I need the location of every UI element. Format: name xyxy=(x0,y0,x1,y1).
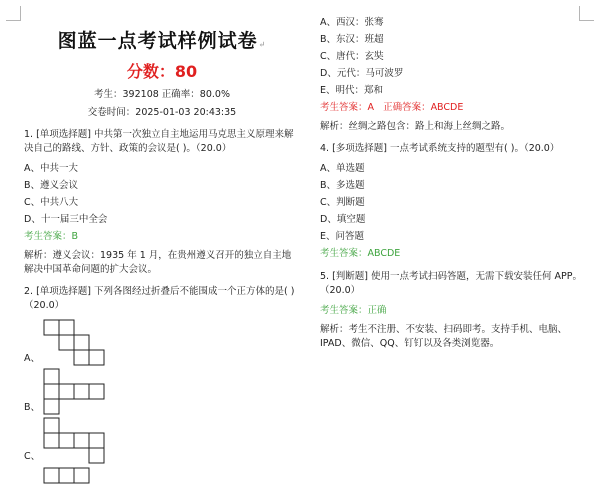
q3-correct-answer: 正确答案：ABCDE xyxy=(383,102,464,113)
q2-option-c-label: C、 xyxy=(24,451,41,462)
q4-option-c: C、判断题 xyxy=(320,197,365,208)
cube-net-d-icon xyxy=(42,464,132,484)
q2-option-b-label: B、 xyxy=(24,402,41,413)
question-1-stem: 1. [单项选择题] 中共第一次独立自主地运用马克思主义原理来解决自己的路线、方针、政策的会议是( )。（20.0） xyxy=(24,129,294,154)
cube-net-b-icon xyxy=(42,367,132,415)
q2-option-c xyxy=(24,415,300,464)
q1-explanation: 解析：遵义会议：1935 年 1 月，在贵州遵义召开的独立自主地解决中国革命问题的扩大会议。 xyxy=(24,250,292,275)
question-4-stem: 4. [多项选择题] 一点考试系统支持的题型有( )。（20.0） xyxy=(320,143,560,154)
q1-option-d: D、十一届三中全会 xyxy=(24,214,108,225)
question-2-stem: 2. [单项选择题] 下列各图经过折叠后不能围成一个正方体的是( ) （20.0） xyxy=(24,286,295,311)
q3-option-e: E、明代：郑和 xyxy=(320,85,384,96)
q3-option-b: B、东汉：班超 xyxy=(320,34,384,45)
q1-option-b: B、遵义会议 xyxy=(24,180,79,191)
q3-answer-line xyxy=(320,99,586,116)
q3-option-c: C、唐代：玄奘 xyxy=(320,51,384,62)
q3-explanation: 解析：丝绸之路包含：路上和海上丝绸之路。 xyxy=(320,121,511,132)
q2-option-d-partial xyxy=(24,464,300,484)
q3-option-a: A、西汉：张骞 xyxy=(320,17,384,28)
exam-meta-time: 交卷时间：2025-01-03 20:43:35 xyxy=(87,107,237,118)
exam-title: 图蓝一点考试样例试卷↵ xyxy=(57,30,267,52)
exam-meta-user: 考生：392108 正确率：80.0% xyxy=(94,89,230,100)
q4-option-d: D、填空题 xyxy=(320,214,366,225)
cube-net-a-icon xyxy=(42,318,132,366)
q3-option-d: D、元代：马可波罗 xyxy=(320,68,404,79)
q1-option-a: A、中共一大 xyxy=(24,163,78,174)
q5-answer: 考生答案：正确 xyxy=(320,305,387,316)
q1-option-c: C、中共八大 xyxy=(24,197,79,208)
question-5-stem: 5. [判断题] 使用一点考试扫码答题，无需下载安装任何 APP。（20.0） xyxy=(320,271,582,296)
q3-answer: 考生答案：A xyxy=(320,102,374,113)
q1-answer: 考生答案：B xyxy=(24,231,79,242)
page-corner-mark xyxy=(6,6,21,21)
q4-option-b: B、多选题 xyxy=(320,180,365,191)
right-column xyxy=(320,14,586,355)
q2-option-b xyxy=(24,366,300,415)
left-column xyxy=(24,22,300,484)
q4-option-e: E、问答题 xyxy=(320,231,365,242)
cube-net-c-icon xyxy=(42,416,132,464)
q2-option-a-label: A、 xyxy=(24,353,40,364)
exam-score: 分数：80 xyxy=(126,62,198,81)
q4-answer: 考生答案：ABCDE xyxy=(320,248,401,259)
q2-option-a xyxy=(24,317,300,366)
q5-explanation: 解析：考生不注册、不安装、扫码即考。支持手机、电脑、IPAD、微信、QQ、钉钉以及各类浏览器。 xyxy=(320,324,568,349)
q4-option-a: A、单选题 xyxy=(320,163,365,174)
